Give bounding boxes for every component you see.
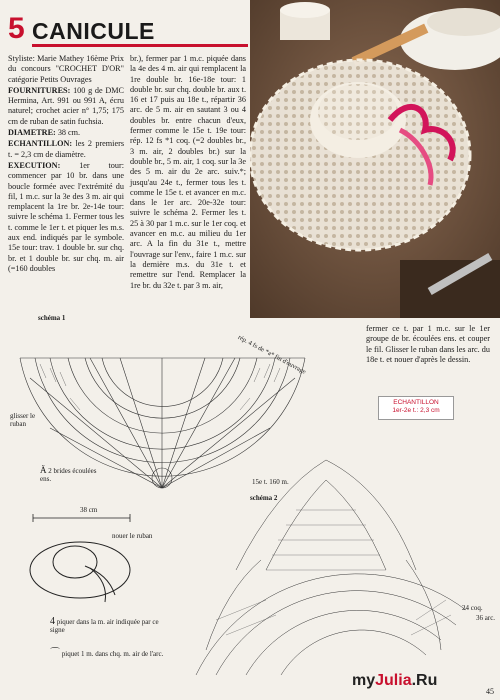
legend-1-text: piquer dans la m. air indiquée par ce signe <box>50 618 159 634</box>
cm-38-label: 38 cm <box>80 506 98 514</box>
echantillon-text: les 2 premiers t. = 2,3 cm de diamètre. <box>8 139 124 159</box>
page-title: CANICULE <box>32 18 155 44</box>
column-3-text: fermer ce t. par 1 m.c. sur le 1er groupe de br. écoulées ens. et couper le fil. Glisser le ruban dans les arc. du 18e t. et nouer d'après le dessin. <box>366 324 490 364</box>
pattern-number: 5 <box>8 12 25 45</box>
hat-photo <box>250 0 500 318</box>
schema-1-label: schéma 1 <box>38 314 66 322</box>
echantillon-box <box>378 396 454 420</box>
nouer-label: nouer le ruban <box>112 532 153 540</box>
watermark <box>352 672 437 690</box>
two-brides-icon: Ä <box>40 465 47 475</box>
execution-text: 1er tour: commencer par 10 br. dans une boucle formée avec l'extrémité du fil, 1 m.c. sur la 3e des 3 m. air qui remplacent la 1re br. 2e-14e tour: suivre le schéma 1. Fermer tous les t. comme le 1er t. et piquer les m.s. aux end. indiqués par le symbole. 15e tour: trav. 1 double br. sur chq. br. et 1 double br. sur chq. m. air (=160 doubles <box>8 160 124 273</box>
diametre-para <box>8 128 124 138</box>
fournitures-text: 100 g de DMC Hermina, Art. 991 ou 991 A, écru naturel; crochet acier n° 1,75; 175 cm de ruban de satin fuchsia. <box>8 85 124 126</box>
legend-2-icon: ⌒ <box>50 648 60 659</box>
hat-sketch <box>25 510 155 610</box>
two-brides-text: 2 brides écoulées ens. <box>40 467 97 483</box>
column-2-text: br.), fermer par 1 m.c. piquée dans la 4e des 4 m. air qui remplacent la 1re double br. 16e-18e tour: 1 double br. sur chq. double br. aux t. 16 et 17 puis au 18e t., répartir 36 arc. de 5 m. air en sautant 3 ou 4 doubles br. entre chacun d'eux, fermer comme le 15e t. 19e tour: rép. 12 fs *1 coq. (=2 doubles br., 3 m. air, 2 doubles br.) sur la double br., 5 m. air, 1 coq. sur la 3e des 5 m. air du 2e arc. suiv.*; jusqu'au 24e t., fermer tous les t. comme le 15e t. et avancer en m.c. dans le 1er arc. 20e-32e tour: suivre le schéma 2. Fermer les t. 25 à 30 par 1 m.c. sur le 1er coq. et avancer en m.c. au milieu du 1er arc. A la fin du 31e t., mettre l'ouvrage sur l'env., faire 1 m.c. sur la dernière m.s. du 31e t. et remettre sur l'end. Remplacer la 1re br. du 32e t. par 3 m. air, <box>130 54 246 290</box>
fournitures-para <box>8 86 124 127</box>
watermark-tld: .Ru <box>411 672 438 689</box>
schema-2-diagram <box>186 450 476 680</box>
text-column-1 <box>8 54 124 275</box>
text-column-2 <box>130 54 246 292</box>
execution-para <box>8 161 124 274</box>
watermark-brand: Julia <box>375 672 412 689</box>
page-number: 45 <box>486 687 494 696</box>
legend-2 <box>50 650 170 658</box>
repeat-label: rép. 4 fs de *a* fin d'ouvrage <box>236 334 307 376</box>
echantillon-box-sub: 1er-2e t.: 2,3 cm <box>392 407 440 414</box>
arc-36-label: 36 arc. <box>476 614 496 622</box>
legend-1-icon: 4 <box>50 616 55 627</box>
two-brides-label <box>40 466 100 483</box>
diametre-label: DIAMETRE: <box>8 128 56 138</box>
fournitures-label: FOURNITURES: <box>8 85 71 95</box>
echantillon-box-title: ECHANTILLON <box>393 399 439 406</box>
text-column-3 <box>366 324 490 366</box>
diametre-text: 38 cm. <box>57 128 81 138</box>
execution-label: EXECUTION: <box>8 160 61 170</box>
title-underline <box>32 44 248 47</box>
echantillon-label: ECHANTILLON: <box>8 139 73 149</box>
glisser-label: glisser le ruban <box>10 412 36 428</box>
t15-label: 15e t. 160 m. <box>252 478 289 486</box>
legend-2-text: piquet 1 m. dans chq. m. air de l'arc. <box>61 650 164 658</box>
watermark-prefix: my <box>352 672 376 689</box>
echantillon-para <box>8 139 124 160</box>
legend-1 <box>50 618 170 634</box>
schema-2-label: schéma 2 <box>250 494 278 502</box>
credit-text: Styliste: Marie Mathey 16ème Prix du concours "CROCHET D'OR" catégorie Petits Ouvrages <box>8 54 124 84</box>
coq-24-label: 24 coq. <box>462 604 483 612</box>
